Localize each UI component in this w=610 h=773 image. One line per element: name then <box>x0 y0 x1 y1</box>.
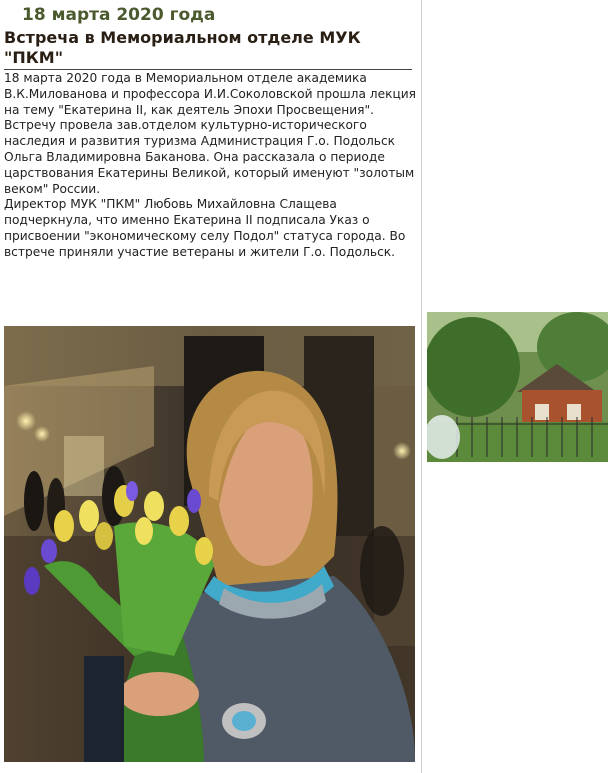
article-title: Встреча в Мемориальном отделе МУК "ПКМ" <box>4 28 361 67</box>
article-body <box>4 71 416 261</box>
article-date: 18 марта 2020 года <box>22 5 216 25</box>
woman-with-tulips-photo[interactable] <box>4 326 415 762</box>
article-paragraph: Директор МУК "ПКМ" Любовь Михайловна Слащева подчеркнула, что именно Екатерина II подписала Указ о присвоении "экономическому селу Подол" статуса города. Во встрече приняли участие ветераны и жители Г.о. Подольск. <box>4 197 406 259</box>
article-paragraph: 18 марта 2020 года в Мемориальном отделе академика В.К.Милованова и профессора И.И.Соколовской прошла лекция на тему "Екатерина II, как деятель Эпохи Просвещения". Встречу провела зав.отделом культурно-исторического наследия и развития туризма Администрация Г.о. Подольск Ольга Владимировна Баканова. Она рассказала о периоде царствования Екатерины Великой, который именуют "золотым веком" России. <box>4 71 417 196</box>
column-divider <box>421 0 422 773</box>
wooden-house-in-garden-photo[interactable] <box>427 312 608 462</box>
title-divider <box>4 69 412 70</box>
